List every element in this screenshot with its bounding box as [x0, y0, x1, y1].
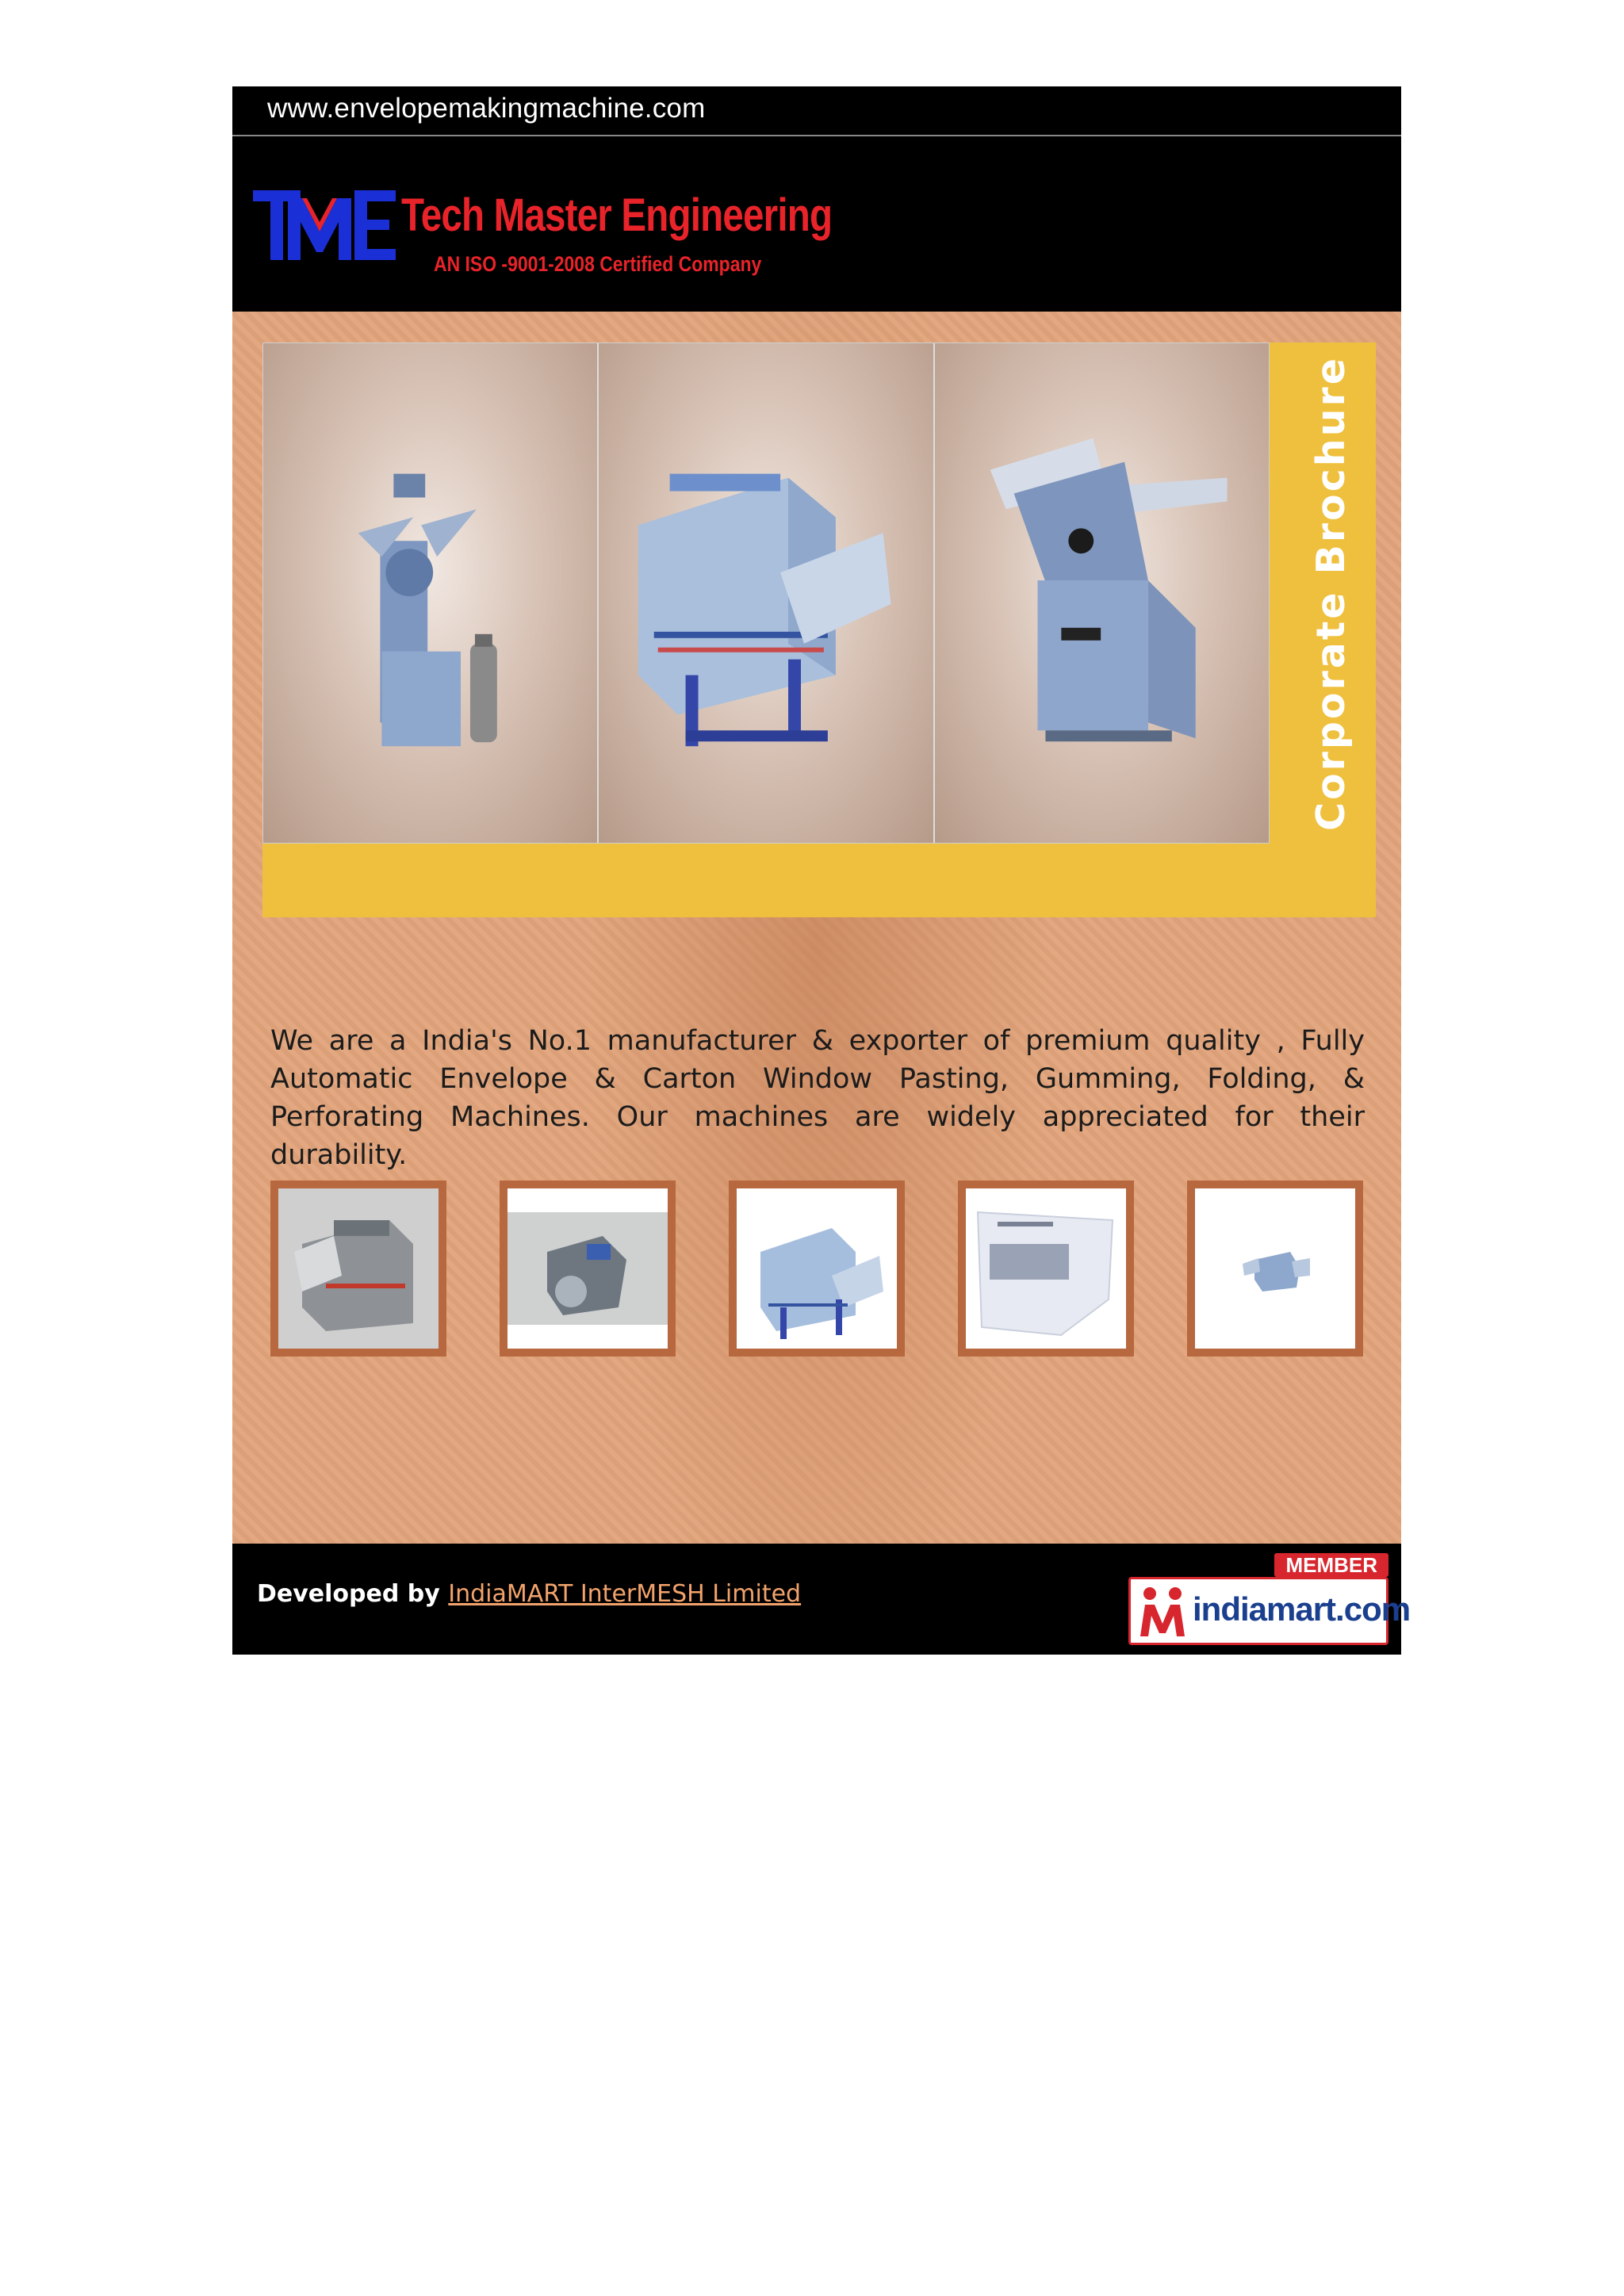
- corporate-brochure-text: Corporate Brochure: [1308, 355, 1354, 831]
- thumbnail-5[interactable]: [1187, 1181, 1363, 1357]
- indiamart-logo: [1128, 1577, 1411, 1645]
- hero-banner: [262, 342, 1376, 917]
- developed-by-label: Developed by: [257, 1580, 449, 1608]
- top-url-bar: [232, 86, 1401, 136]
- indiamart-member-badge[interactable]: [1128, 1553, 1411, 1647]
- company-intro-paragraph: We are a India's No.1 manufacturer & exporter of premium quality , Fully Automatic Envelope & Carton Window Pasting, Gumming, Folding, & Perforating Machines. Our machines are widely appreciated for their durability.: [270, 1025, 1365, 1171]
- hero-photo-3: [935, 343, 1269, 843]
- hero-photo-1: [263, 343, 599, 843]
- member-tag: MEMBER: [1274, 1553, 1388, 1577]
- envelope-machine-photo-3-icon: [935, 343, 1269, 843]
- hero-photo-strip: [262, 342, 1270, 844]
- indiamart-link[interactable]: IndiaMART InterMESH Limited: [448, 1580, 802, 1608]
- envelope-machine-photo-1-icon: [263, 343, 597, 843]
- certification-tagline: AN ISO -9001-2008 Certified Company: [434, 252, 762, 276]
- company-header: [232, 136, 1401, 312]
- website-url[interactable]: www.envelopemakingmachine.com: [267, 93, 706, 124]
- envelope-machine-photo-2-icon: [599, 343, 933, 843]
- machine-thumbnail-3-icon: [737, 1188, 897, 1349]
- developed-by-line: [257, 1580, 801, 1608]
- thumbnail-2[interactable]: [500, 1181, 676, 1357]
- envelope-thumbnail-4-icon: [966, 1188, 1126, 1349]
- corporate-brochure-label: [1285, 342, 1376, 844]
- machine-thumbnail-2-icon: [508, 1188, 668, 1349]
- company-name: Tech Master Engineering: [401, 189, 833, 241]
- machine-thumbnail-5-icon: [1195, 1188, 1355, 1349]
- indiamart-m-icon: [1136, 1582, 1193, 1640]
- thumbnail-1[interactable]: [270, 1181, 446, 1357]
- page-footer: [232, 1544, 1411, 1655]
- thumbnail-3[interactable]: [729, 1181, 905, 1357]
- tme-logo-icon: [253, 190, 396, 263]
- thumbnail-4[interactable]: [958, 1181, 1134, 1357]
- brochure-page: [232, 86, 1411, 1655]
- product-thumbnails: [270, 1181, 1365, 1357]
- machine-thumbnail-1-icon: [278, 1188, 439, 1349]
- indiamart-brand-text: indiamart.com: [1193, 1590, 1411, 1628]
- hero-photo-2: [599, 343, 934, 843]
